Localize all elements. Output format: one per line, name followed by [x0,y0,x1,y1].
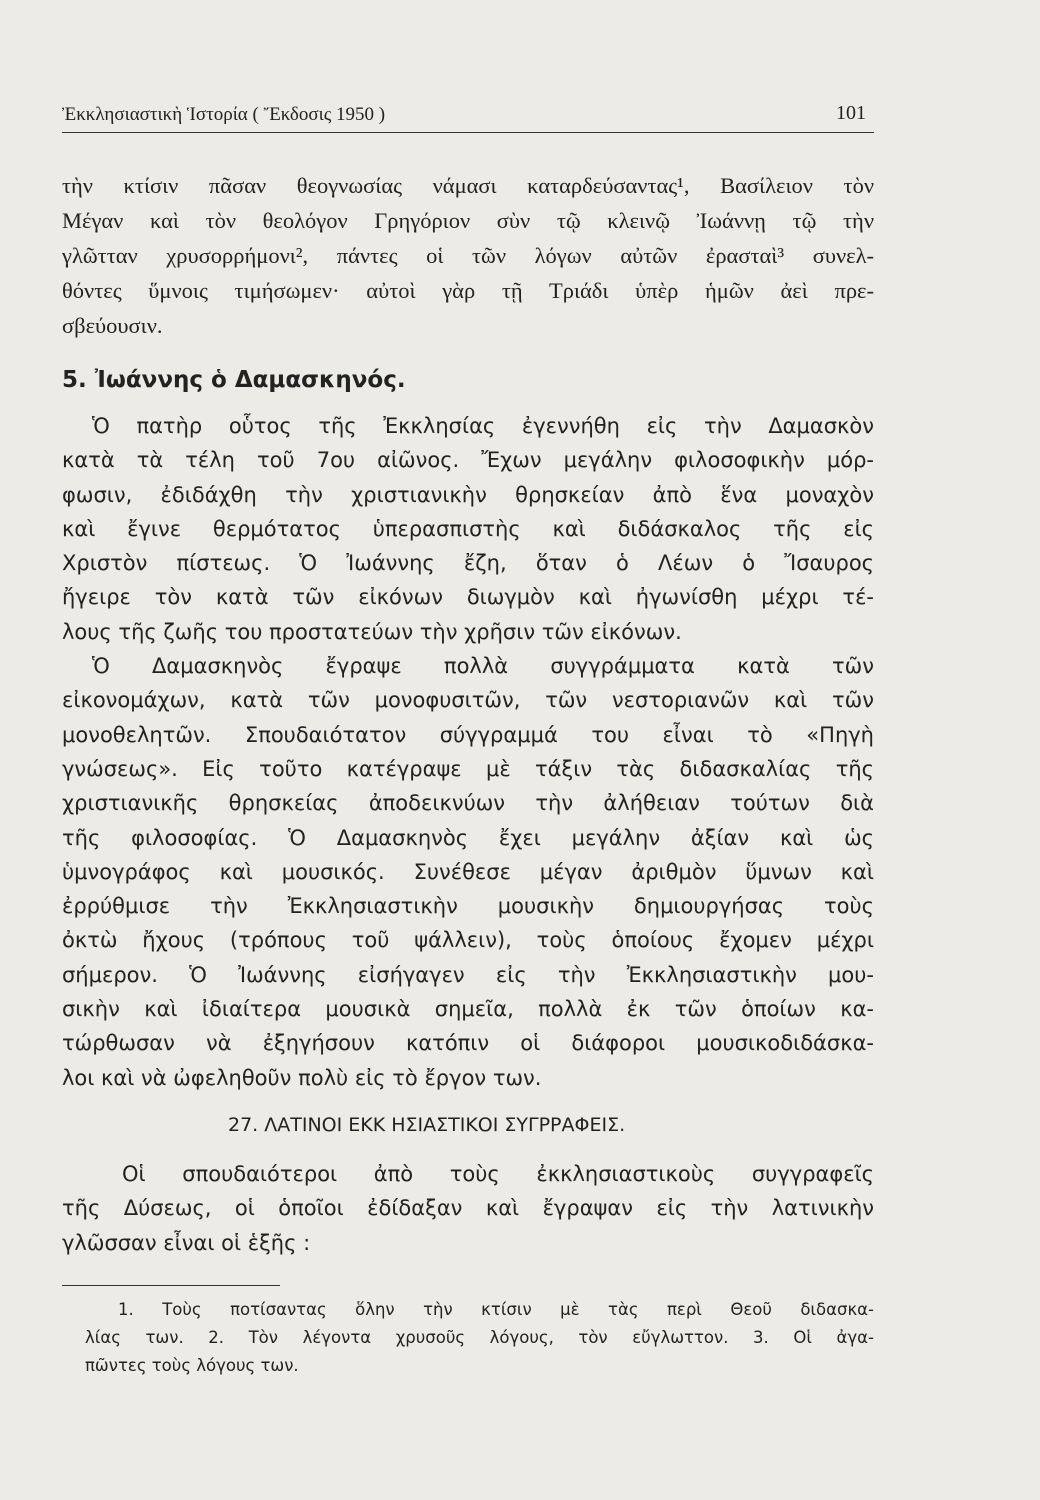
text-line: εἰκονομάχων, κατὰ τῶν μονοφυσιτῶν, τῶν νεστοριανῶν καὶ τῶν [62,688,874,713]
footnote-line: λίας των. 2. Τὸν λέγοντα χρυσοῦς λόγους, τὸν εὔγλωττον. 3. Οἱ ἀγα- [85,1328,874,1347]
text-line: τὴν κτίσιν πᾶσαν θεογνωσίας νάμασι καταρδεύσαντας¹, Βασίλειον τὸν [62,173,874,198]
text-line: λους τῆς ζωῆς του προστατεύων τὴν χρῆσιν τῶν εἰκόνων. [62,619,682,644]
text-line: ὑμνογράφος καὶ μουσικός. Συνέθεσε μέγαν ἀριθμὸν ὕμνων καὶ [62,859,874,884]
text-line: τῆς Δύσεως, οἱ ὁποῖοι ἐδίδαξαν καὶ ἔγραψαν εἰς τὴν λατινικὴν [62,1196,874,1221]
text-line: λοι καὶ νὰ ὠφεληθοῦν πολὺ εἰς τὸ ἔργον των. [62,1065,542,1090]
intro-paragraph [62,168,874,343]
text-line: φωσιν, ἐδιδάχθη τὴν χριστιανικὴν θρησκείαν ἀπὸ ἕνα μοναχὸν [62,482,874,507]
footnote-line: 1. Τοὺς ποτίσαντας ὅλην τὴν κτίσιν μὲ τὰς περὶ Θεοῦ διδασκα- [118,1300,874,1319]
text-line: χριστιανικῆς θρησκείας ἀποδεικνύων τὴν ἀλήθειαν τούτων διὰ [62,791,874,816]
main-text [62,168,874,1260]
text-line: γλῶσσαν εἶναι οἱ ἑξῆς : [62,1230,311,1255]
text-line: γλῶτταν χρυσορρήμονι², πάντες οἱ τῶν λόγων αὐτῶν ἐρασταὶ³ συνελ- [62,243,874,268]
text-line: τώρθωσαν νὰ ἐξηγήσουν κατόπιν οἱ διάφοροι μουσικοδιδάσκα- [62,1031,874,1056]
footnote-rule [62,1285,280,1286]
text-line: Χριστὸν πίστεως. Ὁ Ἰωάννης ἔζη, ὅταν ὁ Λέων ὁ Ἴσαυρος [62,551,874,576]
text-line: γνώσεως». Εἰς τοῦτο κατέγραψε μὲ τάξιν τὰς διδασκαλίας τῆς [62,756,874,781]
text-line: θόντες ὕμνοις τιμήσωμεν· αὐτοὶ γὰρ τῇ Τριάδι ὑπὲρ ἡμῶν ἀεὶ πρε- [62,278,874,303]
text-line: σήμερον. Ὁ Ἰωάννης εἰσήγαγεν εἰς τὴν Ἐκκλησιαστικὴν μου- [62,962,874,987]
text-line: σβεύουσιν. [62,313,163,338]
paragraph-3 [62,1157,874,1260]
text-line: σικὴν καὶ ἰδιαίτερα μουσικὰ σημεῖα, πολλὰ ἐκ τῶν ὁποίων κα- [62,997,874,1022]
footnotes [62,1296,874,1380]
footnote-line: πῶντες τοὺς λόγους των. [85,1356,299,1375]
chapter-heading: 27. ΛΑΤΙΝΟΙ ΕΚΚ ΗΣΙΑΣΤΙΚΟΙ ΣΥΓΡΡΑΦΕΙΣ. [228,1113,626,1136]
text-line: Οἱ σπουδαιότεροι ἀπὸ τοὺς ἐκκλησιαστικοὺς συγγραφεῖς [122,1161,874,1186]
text-line: Ὁ Δαμασκηνὸς ἔγραψε πολλὰ συγγράμματα κατὰ τῶν [92,654,874,679]
paragraph-2 [62,649,874,1095]
text-line: ὀκτὼ ἤχους (τρόπους τοῦ ψάλλειν), τοὺς ὁποίους ἔχομεν μέχρι [62,928,874,953]
text-line: τῆς φιλοσοφίας. Ὁ Δαμασκηνὸς ἔχει μεγάλην ἀξίαν καὶ ὡς [62,825,874,850]
text-line: Ὁ πατὴρ οὗτος τῆς Ἐκκλησίας ἐγεννήθη εἰς τὴν Δαμασκὸν [92,414,874,438]
text-line: ἤγειρε τὸν κατὰ τῶν εἰκόνων διωγμὸν καὶ ἠγωνίσθη μέχρι τέ- [62,585,874,610]
text-line: μονοθελητῶν. Σπουδαιότατον σύγγραμμά του εἶναι τὸ «Πηγὴ [62,722,874,747]
text-line: ἐρρύθμισε τὴν Ἐκκλησιαστικὴν μουσικὴν δημιουργήσας τοὺς [62,894,874,919]
page-number: 101 [836,102,866,124]
text-line: Μέγαν καὶ τὸν θεολόγον Γρηγόριον σὺν τῷ κλεινῷ Ἰωάννῃ τῷ τὴν [62,208,874,233]
page-header [62,96,874,133]
section-heading: 5. Ἰωάννης ὁ Δαμασκηνός. [62,367,406,393]
running-title: Ἐκκλησιαστικὴ Ἱστορία ( Ἔκδοσις 1950 ) [62,104,386,125]
paragraph-1 [62,409,874,649]
text-line: καὶ ἔγινε θερμότατος ὑπερασπιστὴς καὶ διδάσκαλος τῆς εἰς [62,516,874,541]
text-line: κατὰ τὰ τέλη τοῦ 7ου αἰῶνος. Ἔχων μεγάλην φιλοσοφικὴν μόρ- [62,448,874,473]
